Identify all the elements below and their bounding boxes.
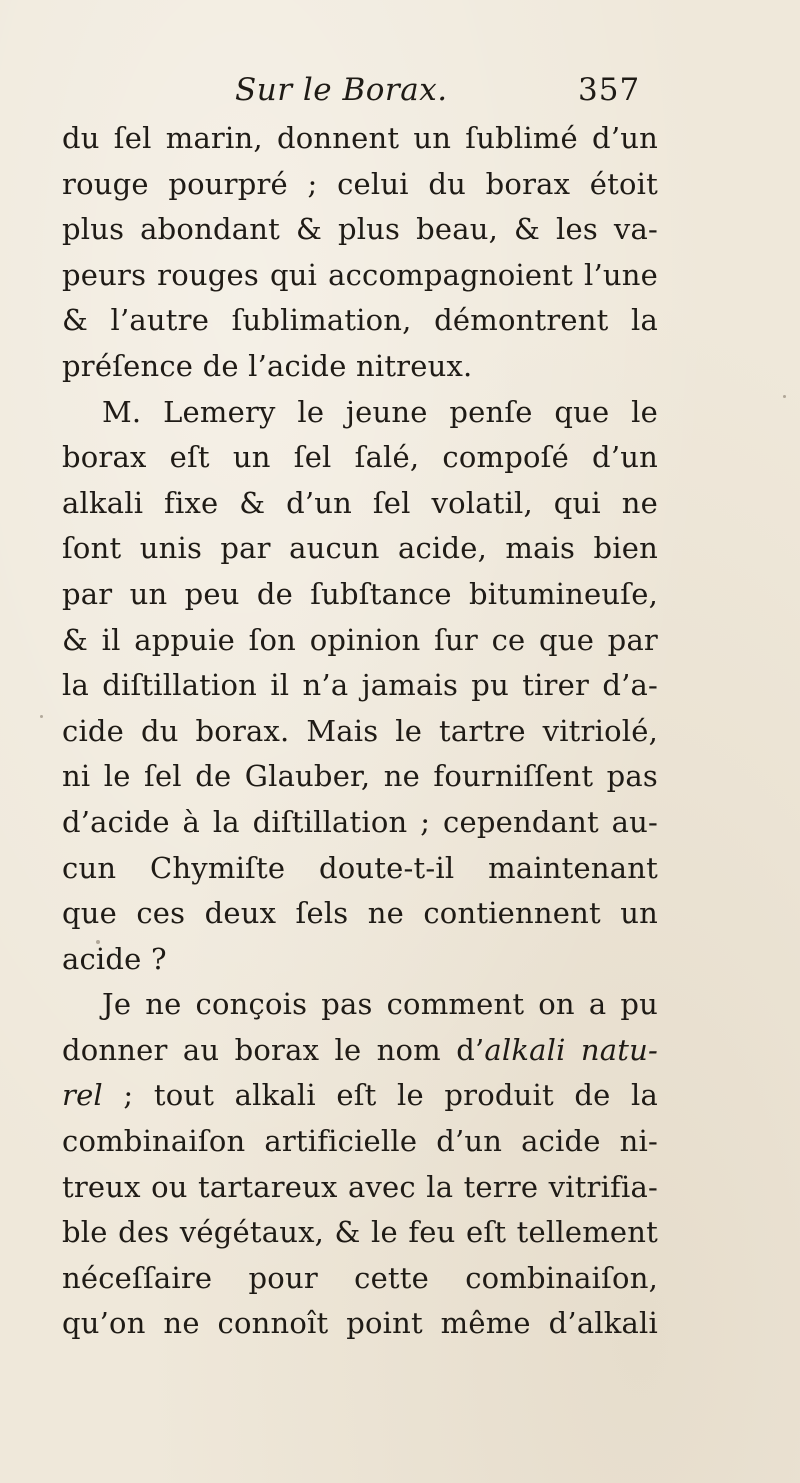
- text-segment: donner au borax le nom d’: [62, 1032, 485, 1067]
- text-line: treux ou tartareux avec la terre vitrifia-: [62, 1169, 658, 1204]
- text-line: cide du borax. Mais le tartre vitriolé,: [62, 713, 658, 748]
- text-line: d’acide à la diſtillation ; cependant au-: [62, 804, 658, 839]
- ink-spot: [40, 715, 43, 718]
- running-title: Sur le Borax.: [235, 72, 448, 108]
- text-line: acide ?: [62, 941, 167, 976]
- text-line: combinaiſon artificielle d’un acide ni-: [62, 1124, 658, 1159]
- text-line: ni le ſel de Glauber, ne fourniſſent pas: [62, 759, 658, 794]
- ink-spot: [783, 395, 786, 398]
- text-line: borax eſt un ſel ſalé, compoſé d’un: [62, 440, 658, 475]
- text-line: du ſel marin, donnent un ſublimé d’un: [62, 121, 658, 155]
- text-line: peurs rouges qui accompagnoient l’une: [62, 257, 658, 292]
- text-line: qu’on ne connoît point même d’alkali: [62, 1306, 658, 1341]
- page-number: 357: [578, 72, 641, 108]
- text-line: ſont unis par aucun acide, mais bien: [62, 531, 658, 566]
- text-line: alkali fixe & d’un ſel volatil, qui ne: [62, 485, 658, 520]
- paragraph-start-line: M. Lemery le jeune penſe que le: [102, 394, 658, 429]
- text-line: par un peu de ſubſtance bitumineuſe,: [62, 576, 658, 611]
- text-line: & il appuie ſon opinion ſur ce que par: [62, 622, 658, 657]
- text-line-with-italic: [62, 1073, 658, 1119]
- page-header: [0, 72, 800, 116]
- text-line: néceſſaire pour cette combinaiſon,: [62, 1260, 658, 1295]
- text-line: plus abondant & plus beau, & les va-: [62, 212, 658, 247]
- body-text: [62, 116, 658, 1347]
- ink-spot: [96, 940, 100, 944]
- text-line: ble des végétaux, & le feu eſt tellement: [62, 1215, 658, 1250]
- paragraph-start-line: Je ne conçois pas comment on a pu: [102, 987, 658, 1022]
- text-line: que ces deux ſels ne contiennent un: [62, 896, 658, 931]
- text-line-with-italic: [62, 1028, 658, 1074]
- text-line: préſence de l’acide nitreux.: [62, 348, 473, 383]
- italic-term: rel: [62, 1078, 103, 1113]
- text-line: cun Chymiſte doute-t-il maintenant: [62, 850, 658, 885]
- text-line: rouge pourpré ; celui du borax étoit: [62, 166, 658, 201]
- text-line: & l’autre ſublimation, démontrent la: [62, 303, 658, 338]
- text-segment: ; tout alkali eſt le produit de la: [102, 1078, 658, 1113]
- text-line: la diſtillation il n’a jamais pu tirer d’a-: [62, 668, 658, 703]
- italic-term: alkali natu-: [484, 1032, 658, 1067]
